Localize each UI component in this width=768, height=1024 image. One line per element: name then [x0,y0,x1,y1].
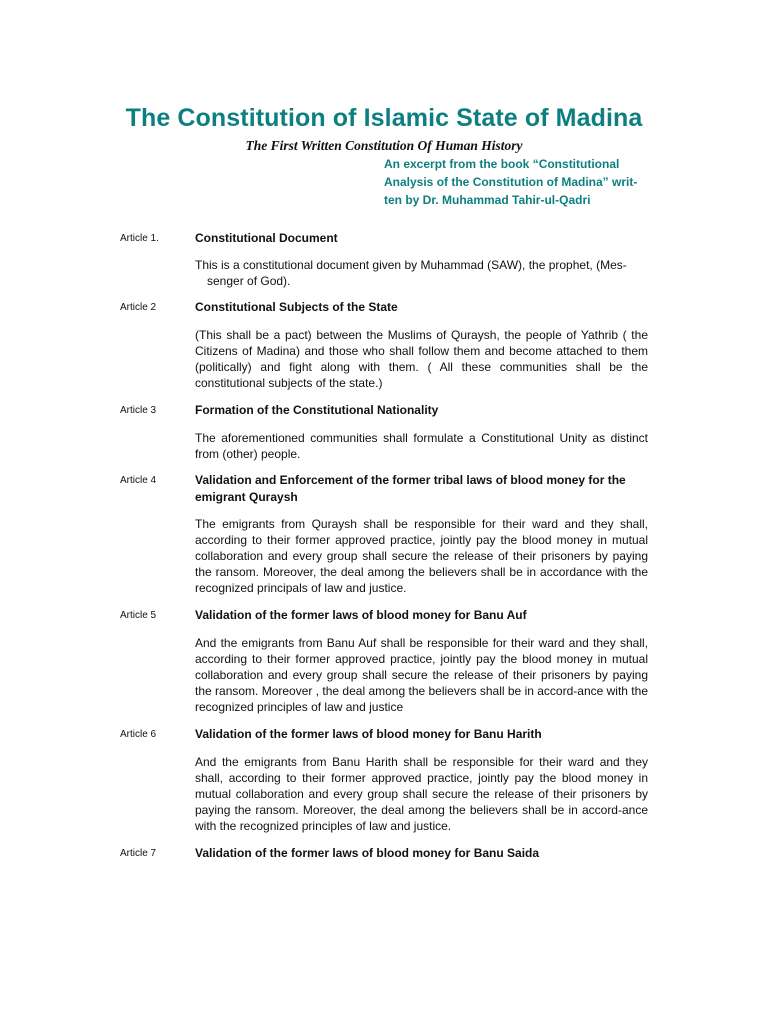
article-label: Article 1. [120,233,159,244]
excerpt-line: An excerpt from the book “Constitutional [384,157,620,171]
article-label: Article 5 [120,610,157,621]
article-label: Article 7 [120,848,157,859]
article-body-line: This is a constitutional document given by Muhammad (SAW), the prophet, (Mes- [195,258,627,272]
article-heading: Validation of the former laws of blood money for Banu Saida [195,846,540,860]
article-body-line: senger of God). [207,274,291,288]
page-subtitle: The First Written Constitution Of Human History [245,138,523,153]
excerpt-note [384,155,664,209]
article-body: The aforementioned communities shall formulate a Constitutional Unity as distinct from (other) people. [195,431,648,461]
article-label: Article 4 [120,475,157,486]
article-body: And the emigrants from Banu Harith shall be responsible for their ward and they shall, according to their former approved practice, jointly pay the blood money in mutual collaboration and every group shall secure the release of their prisoners by paying the ransom. Moreover, the deal among the believers shall be in accord-ance with the recognized principles of law and justice. [195,755,648,833]
article-heading: Validation of the former laws of blood money for Banu Auf [195,608,527,622]
article-body: And the emigrants from Banu Auf shall be responsible for their ward and they shall, according to their former approved practice, jointly pay the blood money in mutual collaboration and every group shall secure the release of their prisoners by paying the ransom. Moreover , the deal among the believers shall be in accord-ance with the recognized principles of law and justice [195,636,648,714]
page-title: The Constitution of Islamic State of Madina [125,104,643,132]
article-heading: Validation and Enforcement of the former tribal laws of blood money for the emigrant Quraysh [195,473,626,504]
article-heading: Validation of the former laws of blood money for Banu Harith [195,727,542,741]
excerpt-line: ten by Dr. Muhammad Tahir-ul-Qadri [384,193,591,207]
article-heading: Constitutional Document [195,231,338,245]
article-body [195,257,648,289]
article-label: Article 6 [120,729,157,740]
article-body: (This shall be a pact) between the Muslims of Quraysh, the people of Yathrib ( the Citizens of Madina) and those who shall follow them and become attached to them (politically) and fight along with them. ( All these communities shall be the constitutional subjects of the state.) [195,328,648,390]
article-heading: Constitutional Subjects of the State [195,300,398,314]
excerpt-line: Analysis of the Constitution of Madina” writ- [384,175,638,189]
article-body: The emigrants from Quraysh shall be responsible for their ward and they shall, according to their former approved practice, jointly pay the blood money in mutual collaboration and every group shall secure the release of their prisoners by paying the ransom. Moreover, the deal among the believers shall be in accordance with the recognized principals of law and justice. [195,517,648,595]
article-label: Article 2 [120,302,157,313]
article-label: Article 3 [120,405,157,416]
article-heading: Formation of the Constitutional Nationality [195,403,439,417]
